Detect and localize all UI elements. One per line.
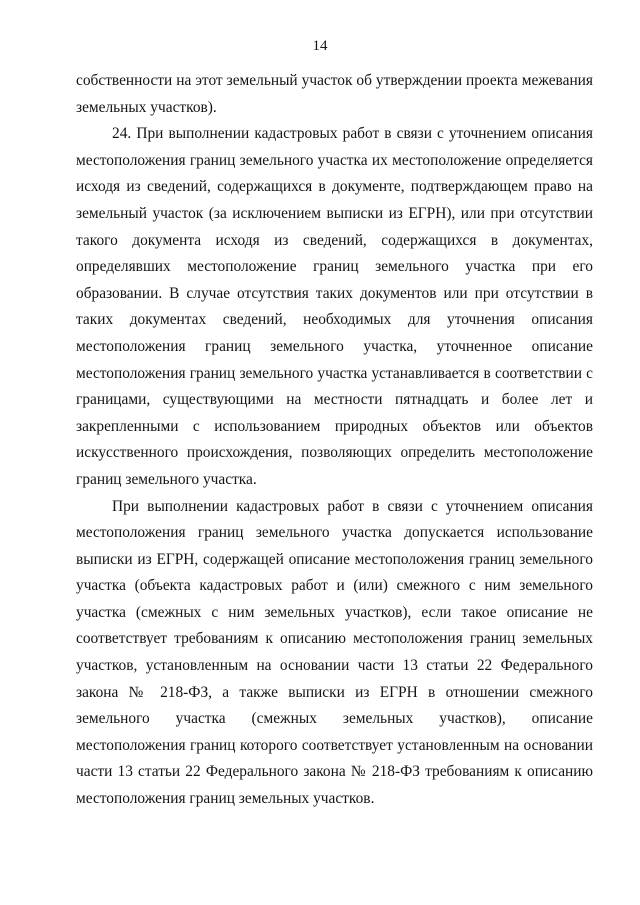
paragraph-egrn-extract: При выполнении кадастровых работ в связи с уточнением описания местоположения границ земельного участка допускается использование выписки из ЕГРН, содержащей описание местоположения границ земельного участка (объекта кадастровых работ и (или) смежного с ним земельного участка (смежных с ним земельных участков), если такое описание не соответствует требованиям к описанию местоположения границ земельных участков, установленным на основании части 13 статьи 22 Федерального закона № 218-ФЗ, а также выписки из ЕГРН в отношении смежного земельного участка (смежных земельных участков), описание местоположения границ которого соответствует установленным на основании части 13 статьи 22 Федерального закона № 218-ФЗ требованиям к описанию местоположения границ земельных участков. (76, 497, 593, 808)
document-body (76, 68, 593, 813)
paragraph-item-24: 24. При выполнении кадастровых работ в связи с уточнением описания местоположения границ земельного участка их местоположение определяется исходя из сведений, содержащихся в документе, подтверждающем право на земельный участок (за исключением выписки из ЕГРН), или при отсутствии такого документа исходя из сведений, содержащихся в документах, определявших местоположение границ земельного участка при его образовании. В случае отсутствия таких документов или при отсутствии в таких документах сведений, необходимых для уточнения описания местоположения границ земельного участка, уточненное описание местоположения границ земельного участка устанавливается в соответствии с границами, существующими на местности пятнадцать и более лет и закрепленными с использованием природных объектов или объектов искусственного происхождения, позволяющих определить местоположение границ земельного участка. (76, 125, 593, 488)
page-number: 14 (312, 38, 328, 54)
paragraph-continuation: собственности на этот земельный участок об утверждении проекта межевания земельных участков). (76, 72, 593, 116)
